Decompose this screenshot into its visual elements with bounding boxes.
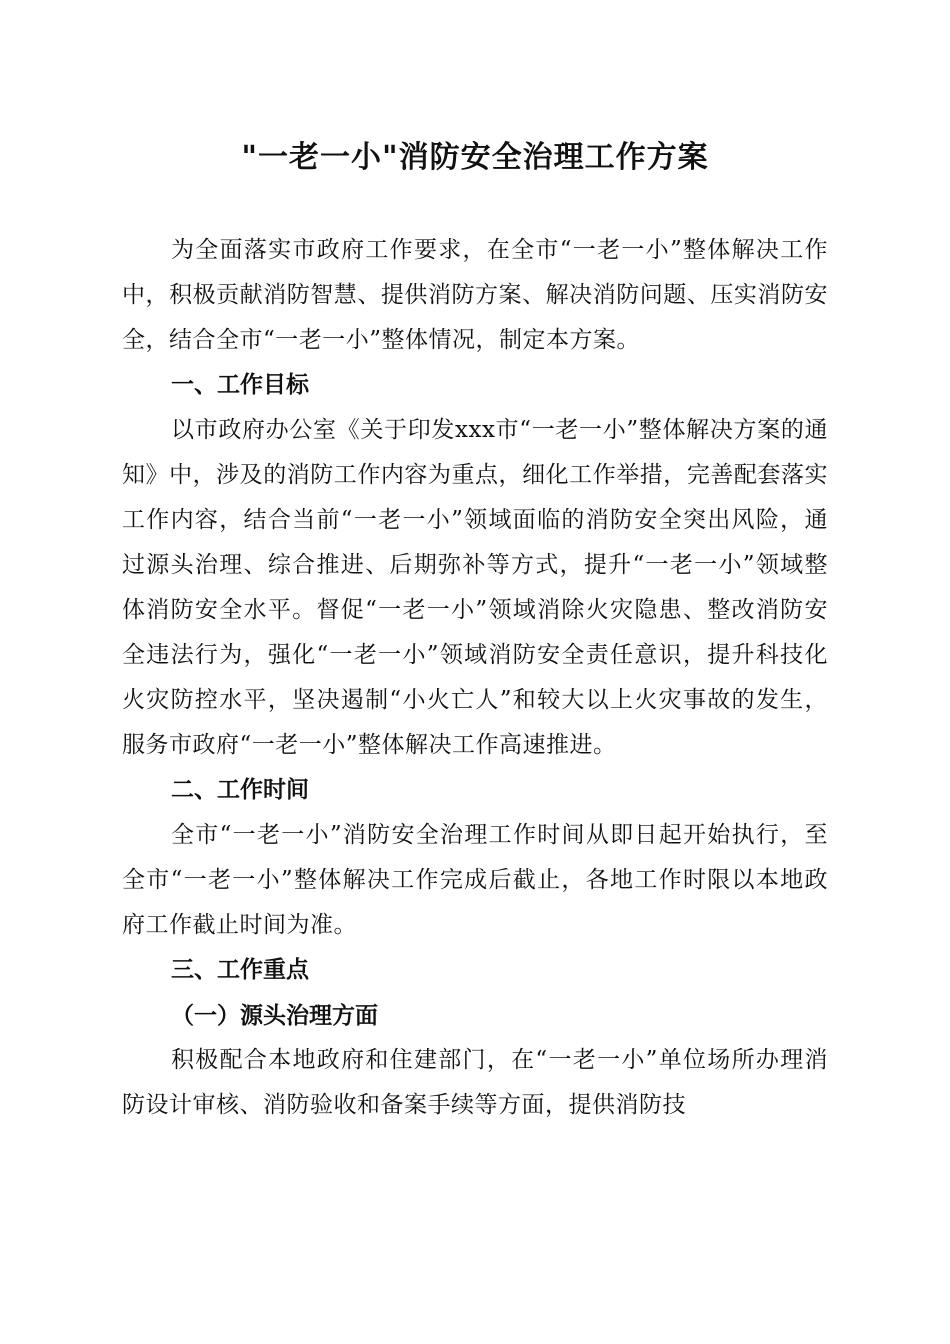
section-heading-goals: 一、工作目标 [171,372,309,398]
section-paragraph-source: 积极配合本地政府和住建部门，在“一老一小”单位场所办理消防设计审核、消防验收和备案手续等方面，提供消防技 [122,1047,828,1118]
section-paragraph-goals: 以市政府办公室《关于印发xxx市“一老一小”整体解决方案的通知》中，涉及的消防工作内容为重点，细化工作举措，完善配套落实工作内容，结合当前“一老一小”领域面临的消防安全突出风险，通过源头治理、综合推进、后期弥补等方式，提升“一老一小”领域整体消防安全水平。督促“一老一小”领域消除火灾隐患、整改消防安全违法行为，强化“一老一小”领域消防安全责任意识，提升科技化火灾防控水平，坚决遏制“小火亡人”和较大以上火灾事故的发生，服务市政府“一老一小”整体解决工作高速推进。 [122,417,828,758]
intro-paragraph: 为全面落实市政府工作要求，在全市“一老一小”整体解决工作中，积极贡献消防智慧、提供消防方案、解决消防问题、压实消防安全，结合全市“一老一小”整体情况，制定本方案。 [122,237,828,353]
document-body [122,228,828,1128]
section-paragraph-time: 全市“一老一小”消防安全治理工作时间从即日起开始执行，至全市“一老一小”整体解决工作完成后截止，各地工作时限以本地政府工作截止时间为准。 [122,822,828,938]
section-heading-time: 二、工作时间 [171,777,309,803]
subsection-heading-source: （一）源头治理方面 [171,1002,378,1029]
section-heading-focus: 三、工作重点 [171,957,309,983]
document-title: "一老一小"消防安全治理工作方案 [241,140,709,175]
